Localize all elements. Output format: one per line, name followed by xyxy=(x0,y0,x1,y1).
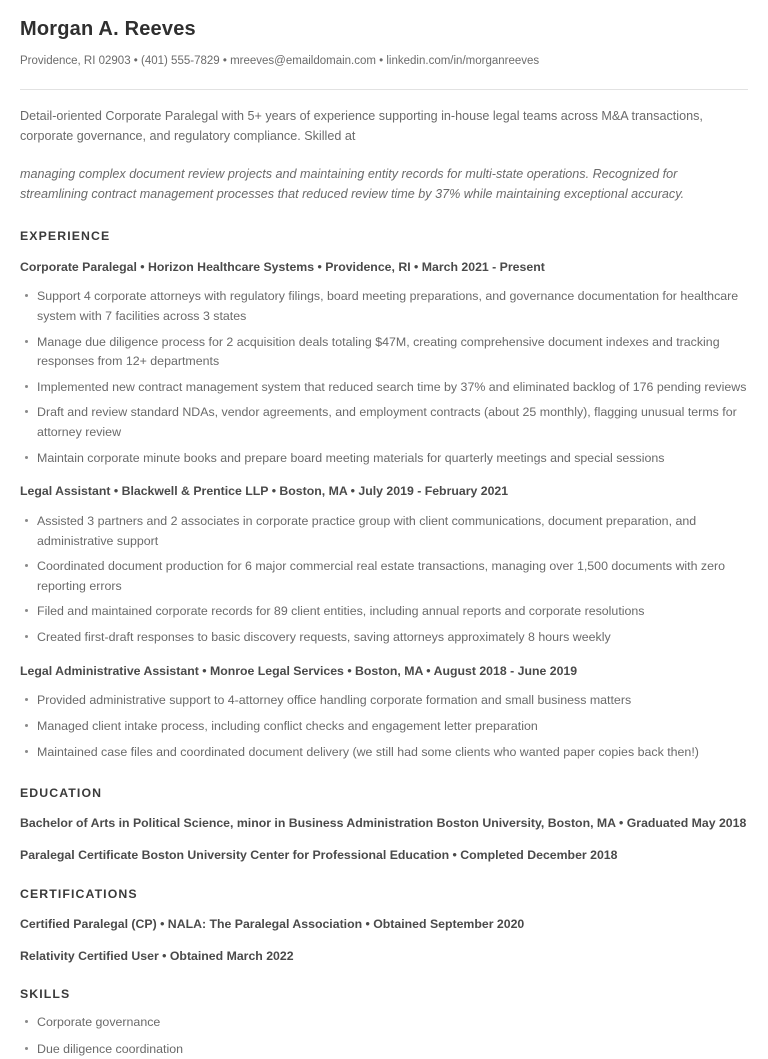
list-item: Maintain corporate minute books and prepare board meeting materials for quarterly meetings and special sessions xyxy=(20,443,748,469)
list-item: Manage due diligence process for 2 acquisition deals totaling $47M, creating comprehensive document indexes and tracking responses from 12+ departments xyxy=(20,327,748,372)
experience-bullet-list xyxy=(20,680,748,762)
skills-list xyxy=(20,1001,748,1059)
summary-paragraph-italic: managing complex document review projects and maintaining entity records for multi-state operations. Recognized for streamlining contract management processes that reduced review time by 37% while maintaining exceptional accuracy. xyxy=(20,166,685,202)
education-entry: Bachelor of Arts in Political Science, minor in Business Administration Boston University, Boston, MA • Graduated May 2018 xyxy=(20,816,747,831)
list-item: Coordinated document production for 6 major commercial real estate transactions, managing over 1,500 documents with zero reporting errors xyxy=(20,551,748,596)
contact-line: Providence, RI 02903 • (401) 555-7829 • mreeves@emaildomain.com • linkedin.com/in/morganreeves xyxy=(20,55,540,67)
experience-entry-heading: Legal Administrative Assistant • Monroe Legal Services • Boston, MA • August 2018 - June 2019 xyxy=(20,663,578,678)
certification-entry: Relativity Certified User • Obtained March 2022 xyxy=(20,948,294,963)
page-title: Morgan A. Reeves xyxy=(20,18,196,40)
section-heading-experience: EXPERIENCE xyxy=(20,228,111,243)
summary-paragraph: Detail-oriented Corporate Paralegal with 5+ years of experience supporting in-house legal teams across M&A transactions, corporate governance, and regulatory compliance. Skilled at xyxy=(20,109,703,144)
experience-entry xyxy=(20,468,748,647)
experience-bullet-list xyxy=(20,501,748,648)
experience-entry xyxy=(20,243,748,469)
list-item: Assisted 3 partners and 2 associates in corporate practice group with client communications, document preparation, and administrative support xyxy=(20,506,748,551)
list-item: Corporate governance xyxy=(20,1006,748,1033)
list-item: Draft and review standard NDAs, vendor agreements, and employment contracts (about 25 monthly), flagging unusual terms for attorney review xyxy=(20,397,748,442)
education-entry: Paralegal Certificate Boston University Center for Professional Education • Completed December 2018 xyxy=(20,848,618,863)
section-heading-education: EDUCATION xyxy=(20,786,103,801)
list-item: Created first-draft responses to basic discovery requests, saving attorneys approximately 8 hours weekly xyxy=(20,622,748,648)
list-item: Maintained case files and coordinated document delivery (we still had some clients who wanted paper copies back then!) xyxy=(20,737,748,763)
list-item: Implemented new contract management system that reduced search time by 37% and eliminated backlog of 176 pending reviews xyxy=(20,372,748,398)
section-heading-skills: SKILLS xyxy=(20,986,71,1001)
list-item: Provided administrative support to 4-attorney office handling corporate formation and small business matters xyxy=(20,685,748,711)
experience-bullet-list xyxy=(20,276,748,468)
list-item: Due diligence coordination xyxy=(20,1033,748,1059)
list-item: Managed client intake process, including conflict checks and engagement letter preparation xyxy=(20,711,748,737)
experience-entry-heading: Legal Assistant • Blackwell & Prentice LLP • Boston, MA • July 2019 - February 2021 xyxy=(20,484,509,499)
experience-entry xyxy=(20,648,748,763)
experience-entry-heading: Corporate Paralegal • Horizon Healthcare Systems • Providence, RI • March 2021 - Present xyxy=(20,259,545,274)
list-item: Filed and maintained corporate records for 89 client entities, including annual reports and corporate resolutions xyxy=(20,596,748,622)
certification-entry: Certified Paralegal (CP) • NALA: The Paralegal Association • Obtained September 2020 xyxy=(20,916,525,931)
list-item: Support 4 corporate attorneys with regulatory filings, board meeting preparations, and governance documentation for healthcare system with 7 facilities across 3 states xyxy=(20,281,748,326)
section-heading-certifications: CERTIFICATIONS xyxy=(20,886,138,901)
